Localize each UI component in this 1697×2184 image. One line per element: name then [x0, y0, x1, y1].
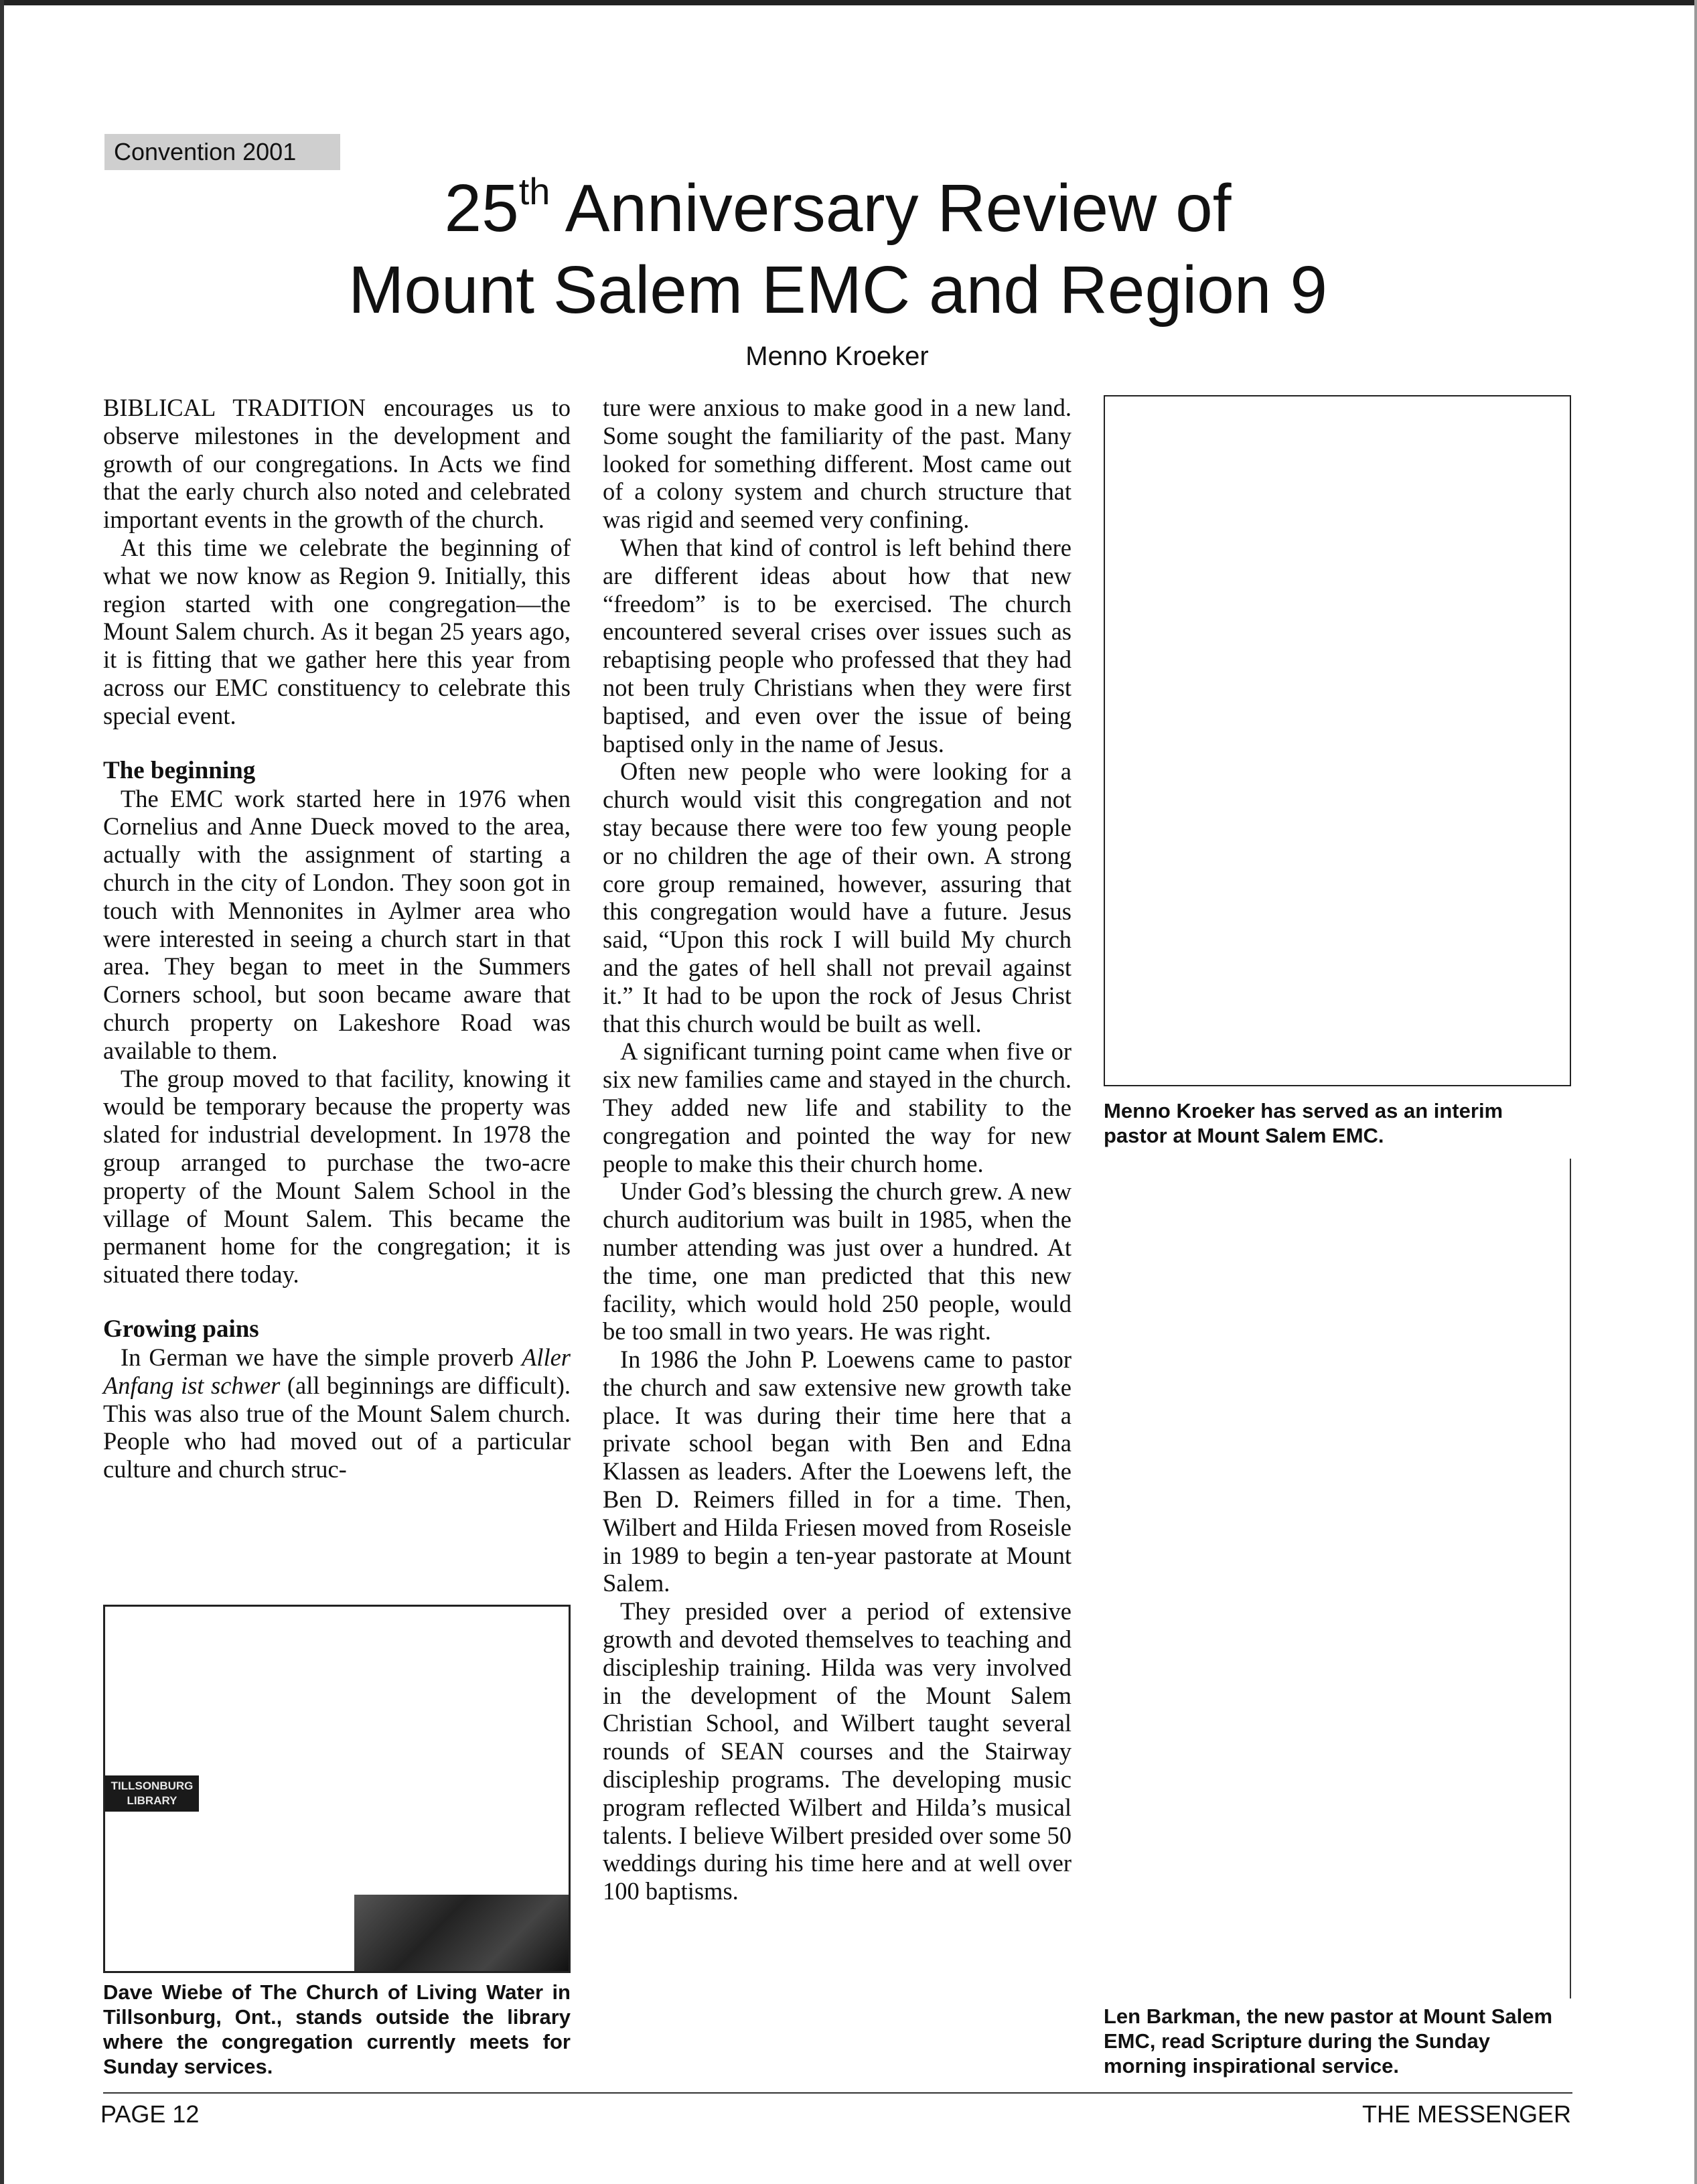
photo-menno-kroeker [1104, 395, 1571, 1086]
footer-rule [103, 2092, 1572, 2094]
page-border-right [1694, 0, 1697, 2184]
title-line2: Mount Salem EMC and Region 9 [348, 252, 1327, 327]
library-sign: TILLSONBURG LIBRARY [105, 1775, 199, 1812]
title-number: 25 [444, 171, 519, 246]
paragraph: The EMC work started here in 1976 when Cornelius and Anne Dueck moved to the area, actually with the assignment of starting a church in the city of London. They soon got in touch with Mennonites in Aylmer area who were interested in seeing a church start in that area. They began to meet in the Summers Corners school, but soon became aware that church property on Lakeshore Road was available to them. [103, 784, 571, 1064]
paragraph: ture were anxious to make good in a new land. Some sought the familiarity of the past. Many looked for something different. Most came out of a colony system and church structure that was rigid and seemed very confining. [603, 394, 1072, 534]
subheading-growing-pains: Growing pains [103, 1315, 259, 1343]
paragraph: Under God’s blessing the church grew. A new church auditorium was built in 1985, when the number attending was just over a hundred. At the time, one man predicted that this new facility, which would hold 250 people, would be too small in two years. He was right. [603, 1177, 1072, 1345]
section-tag: Convention 2001 [104, 134, 340, 170]
title-line1 [444, 171, 1231, 246]
photo-len-barkman [1104, 1159, 1571, 1998]
photo-library [103, 1605, 571, 1973]
paragraph: When that kind of control is left behind there are different ideas about how that new “freedom” is to be exercised. The church encountered several crises over issues such as rebaptising people who professed that they had not been truly Christians when they were first baptised, and even over the issue of being baptised only in the name of Jesus. [603, 533, 1072, 757]
title-ordinal: th [518, 170, 550, 212]
paragraph: In 1986 the John P. Loewens came to pastor the church and saw extensive new growth take place. It was during their time here that a private school began with Ben and Edna Klassen as leaders. After the Loewens left, the Ben D. Reimers filled in for a time. Then, Wilbert and Hilda Friesen moved from Roseisle in 1989 to begin a ten-year pastorate at Mount Salem. [603, 1345, 1072, 1597]
paragraph-text: (all beginnings are difficult). This was also true of the Mount Salem church. People who had moved out of a particular culture and church struc- [103, 1371, 571, 1483]
paragraph: Often new people who were looking for a church would visit this congregation and not stay because there were too few young people or no children the age of their own. A strong core group remained, however, assuring that this congregation would have a future. Jesus said, “Upon this rock I will build My church and the gates of hell shall not prevail against it.” It had to be upon the rock of Jesus Christ that this church would be built as well. [603, 757, 1072, 1037]
subheading-beginning: The beginning [103, 756, 256, 784]
paragraph: BIBLICAL TRADITION encourages us to observe milestones in the development and growth of our congregations. In Acts we find that the early church also noted and celebrated important events in the growth of the church. [103, 394, 571, 534]
page-number: PAGE 12 [100, 2100, 200, 2128]
photo-caption-library: Dave Wiebe of The Church of Living Water in Tillsonburg, Ont., stands outside the library where the congregation currently meets for Sunday services. [103, 1980, 571, 2078]
publication-name: THE MESSENGER [1361, 2100, 1571, 2128]
title-line1-text: Anniversary Review of [550, 171, 1232, 246]
paragraph: They presided over a period of extensive growth and devoted themselves to teaching and discipleship training. Hilda was very involved in the development of the Mount Salem Christian School, and Wilbert taught several rounds of SEAN courses and the Stairway discipleship programs. The developing music program reflected Wilbert and Hilda’s musical talents. I believe Wilbert presided over some 50 weddings during his time here and at well over 100 baptisms. [603, 1597, 1072, 1905]
paragraph: At this time we celebrate the beginning of what we now know as Region 9. Initially, this region started with one congregation—the Mount Salem church. As it began 25 years ago, it is fitting that we gather here this year from across our EMC constituency to celebrate this special event. [103, 533, 571, 729]
article-column-2 [603, 394, 1072, 1905]
paragraph: The group moved to that facility, knowing it would be temporary because the property was slated for industrial development. In 1978 the group arranged to purchase the two-acre property of the Mount Salem School in the village of Mount Salem. This became the permanent home for the congregation; it is situated there today. [103, 1064, 571, 1289]
article-column-1 [103, 394, 571, 1483]
photo-caption-barkman: Len Barkman, the new pastor at Mount Salem EMC, read Scripture during the Sunday morning inspirational service. [1104, 2005, 1553, 2078]
paragraph-text: In German we have the simple proverb [121, 1343, 522, 1371]
paragraph: A significant turning point came when five or six new families came and stayed in the church. They added new life and stability to the congregation and pointed the way for new people to make this their church home. [603, 1037, 1072, 1177]
article-title [104, 167, 1571, 331]
photo-building-detail [354, 1895, 569, 1971]
photo-caption-kroeker: Menno Kroeker has served as an interim pastor at Mount Salem EMC. [1104, 1099, 1503, 1147]
paragraph [103, 1343, 571, 1483]
proverb: Aller Anfang ist schwer [103, 1343, 571, 1399]
page-border-top [0, 0, 1697, 5]
byline: Menno Kroeker [745, 342, 929, 371]
page-border-left [0, 0, 4, 2184]
